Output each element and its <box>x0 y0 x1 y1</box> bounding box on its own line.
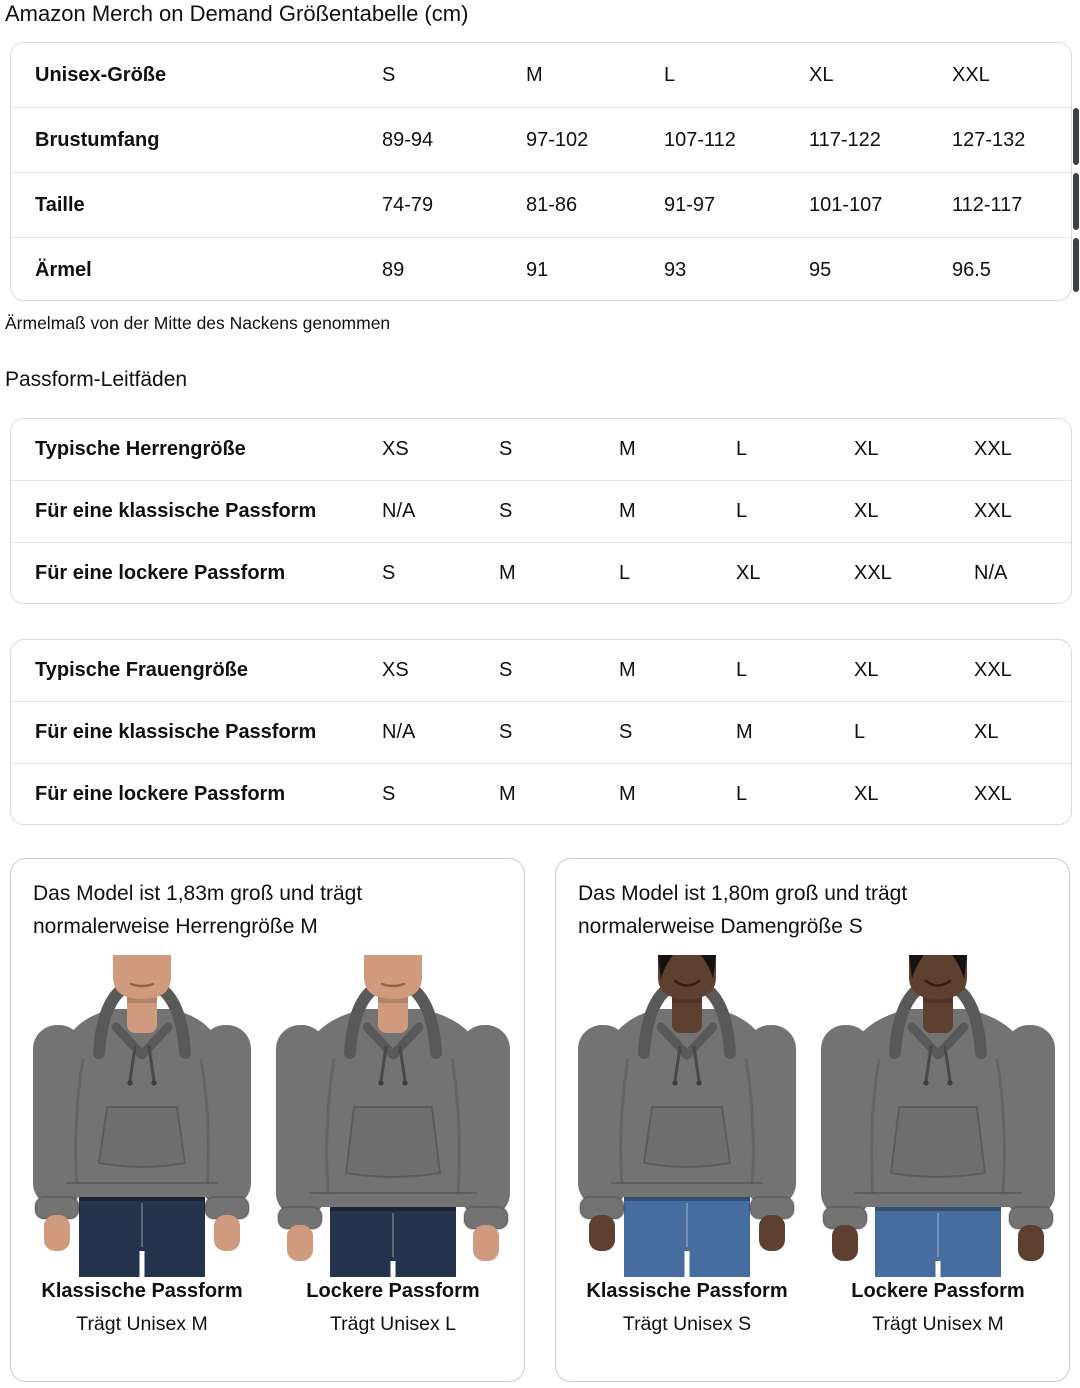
table-row-sleeve <box>11 237 1071 301</box>
size-col-l: L <box>664 63 676 86</box>
size-table <box>10 42 1072 301</box>
size-col-xl: XL <box>809 63 834 86</box>
mens-model-description: Das Model ist 1,83m groß und trägt normalerweise Herrengröße M <box>33 882 363 938</box>
cell: M <box>736 721 753 743</box>
row-label: Typische Herrengröße <box>35 438 246 460</box>
scrollbar-thumb[interactable] <box>1073 238 1079 292</box>
cell: XL <box>854 500 879 522</box>
cell: XXL <box>974 438 1012 460</box>
fit-size-label: Trägt Unisex S <box>622 1313 752 1335</box>
cell: XL <box>854 438 879 460</box>
cell: XL <box>736 562 761 584</box>
cell: N/A <box>382 500 416 522</box>
womens-fit-table <box>10 639 1072 825</box>
cell: L <box>736 438 748 460</box>
cell: 127-132 <box>952 128 1026 151</box>
table-row-classic-fit <box>11 480 1071 542</box>
cell: 101-107 <box>809 193 883 216</box>
cell: 96.5 <box>952 258 991 281</box>
row-label: Taille <box>35 193 85 216</box>
cell: 81-86 <box>526 193 578 216</box>
cell: 89 <box>382 258 405 281</box>
fit-style-label: Lockere Passform <box>306 1280 480 1302</box>
cell: XXL <box>974 659 1012 681</box>
scrollbar-thumb[interactable] <box>1073 173 1079 230</box>
cell: S <box>382 783 396 805</box>
fit-size-label: Trägt Unisex M <box>76 1313 208 1335</box>
fit-style-label: Lockere Passform <box>851 1280 1025 1302</box>
mens-fit-table <box>10 418 1072 604</box>
model-figure-loose <box>270 955 516 1336</box>
size-col-s: S <box>382 63 396 86</box>
cell: M <box>619 783 636 805</box>
cell: XL <box>854 783 879 805</box>
cell: L <box>854 721 866 743</box>
model-figure-classic <box>19 955 265 1336</box>
cell: XS <box>382 659 409 681</box>
womens-model-card <box>555 858 1070 1382</box>
size-col-xxl: XXL <box>952 63 990 86</box>
cell: 91 <box>526 258 549 281</box>
cell: S <box>619 721 633 743</box>
table-row-loose-fit <box>11 763 1071 825</box>
fit-style-label: Klassische Passform <box>41 1280 243 1302</box>
model-figure-classic <box>564 955 810 1336</box>
cell: 95 <box>809 258 832 281</box>
fit-size-label: Trägt Unisex L <box>329 1313 457 1335</box>
model-photo-woman-loose <box>815 955 1061 1277</box>
womens-figures-row <box>556 955 1069 1336</box>
table-row-waist <box>11 172 1071 237</box>
cell: M <box>499 783 516 805</box>
cell: M <box>619 500 636 522</box>
cell: S <box>499 659 513 681</box>
cell: XL <box>854 659 879 681</box>
cell: L <box>736 659 748 681</box>
cell: L <box>619 562 631 584</box>
cell: XXL <box>974 500 1012 522</box>
scrollbar-thumb[interactable] <box>1073 108 1079 165</box>
womens-model-description: Das Model ist 1,80m groß und trägt normalerweise Damengröße S <box>578 882 908 938</box>
cell: N/A <box>974 562 1008 584</box>
cell: XS <box>382 438 409 460</box>
table-row-chest <box>11 107 1071 172</box>
cell: 74-79 <box>382 193 434 216</box>
cell: 89-94 <box>382 128 434 151</box>
size-col-m: M <box>526 63 543 86</box>
row-label: Für eine lockere Passform <box>35 562 286 584</box>
cell: 107-112 <box>664 128 736 151</box>
row-label: Für eine lockere Passform <box>35 783 286 805</box>
cell: 97-102 <box>526 128 589 151</box>
fit-size-label: Trägt Unisex M <box>872 1313 1004 1335</box>
cell: S <box>499 438 513 460</box>
cell: L <box>736 500 748 522</box>
model-photo-man-classic <box>19 955 265 1277</box>
cell: M <box>619 659 636 681</box>
cell: XL <box>974 721 999 743</box>
cell: 112-117 <box>952 193 1023 216</box>
cell: S <box>382 562 396 584</box>
table-row-classic-fit <box>11 701 1071 763</box>
row-label: Brustumfang <box>35 128 160 151</box>
page-title: Amazon Merch on Demand Größentabelle (cm) <box>5 1 469 26</box>
cell: N/A <box>382 721 416 743</box>
model-photo-man-loose <box>270 955 516 1277</box>
mens-model-card <box>10 858 525 1382</box>
sleeve-measure-note: Ärmelmaß von der Mitte des Nackens genommen <box>5 313 391 333</box>
cell: 91-97 <box>664 193 716 216</box>
model-photo-woman-classic <box>564 955 810 1277</box>
cell: M <box>619 438 636 460</box>
cell: L <box>736 783 748 805</box>
row-label: Für eine klassische Passform <box>35 721 317 743</box>
row-label: Für eine klassische Passform <box>35 500 317 522</box>
size-table-header-label: Unisex-Größe <box>35 63 167 86</box>
size-table-header-row <box>11 43 1071 107</box>
cell: XXL <box>854 562 892 584</box>
mens-figures-row <box>11 955 524 1336</box>
cell: S <box>499 500 513 522</box>
cell: M <box>499 562 516 584</box>
model-figure-loose <box>815 955 1061 1336</box>
table-row-typical-mens <box>11 419 1071 480</box>
cell: 117-122 <box>809 128 881 151</box>
table-row-typical-womens <box>11 640 1071 701</box>
cell: XXL <box>974 783 1012 805</box>
table-row-loose-fit <box>11 542 1071 604</box>
row-label: Typische Frauengröße <box>35 659 249 681</box>
row-label: Ärmel <box>35 258 92 281</box>
cell: 93 <box>664 258 687 281</box>
fit-style-label: Klassische Passform <box>586 1280 788 1302</box>
fit-guides-heading: Passform-Leitfäden <box>5 368 188 391</box>
cell: S <box>499 721 513 743</box>
